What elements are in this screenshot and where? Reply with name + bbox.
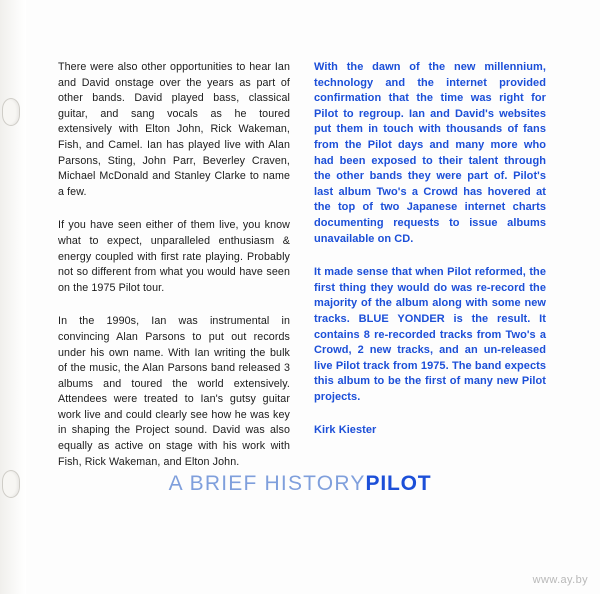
- page-title-brand: PILOT: [365, 472, 432, 495]
- left-text-column: [58, 60, 290, 470]
- body-columns: [58, 60, 546, 470]
- watermark: www.ay.by: [532, 574, 588, 586]
- page-edge-artifact: [0, 0, 26, 594]
- paragraph-highlight: With the dawn of the new millennium, technology and the internet provided confirmation that the time was right for Pilot to regroup. Ian and David's websites put them in touch with thousands of fans from the Pilot days and many more who had been exposed to their talent through the other bands they were part of. Pilot's last album Two's a Crowd has hovered at the top of two Japanese internet charts documenting requests to issue albums unavailable on CD.: [314, 61, 546, 245]
- binding-ring-icon: [2, 98, 20, 126]
- paragraph-highlight: It made sense that when Pilot reformed, the first thing they would do was re-record the majority of the album along with some new tracks. BLUE YONDER is the result. It contains 8 re-recorded tracks from Two's a Crowd, 2 new tracks, and an un-released live Pilot track from 1975. The band expects this album to be the first of many new Pilot projects.: [314, 266, 546, 403]
- right-text-column: [314, 60, 546, 470]
- page-title: [0, 472, 600, 496]
- paragraph: If you have seen either of them live, you know what to expect, unparalleled enthusiasm & energy coupled with first rate playing. Probably not so different from what you would have seen on the 1975 Pilot tour.: [58, 219, 290, 294]
- paragraph: In the 1990s, Ian was instrumental in convincing Alan Parsons to put out records under his own name. With Ian writing the bulk of the music, the Alan Parsons band released 3 albums and toured the world extensively. Attendees were treated to Ian's gutsy guitar work live and could clearly see how he was key in shaping the Project sound. David was also equally as active on stage with his work with Fish, Rick Wakeman, and Elton John.: [58, 315, 290, 468]
- page-title-prefix: A BRIEF HISTORY: [168, 472, 366, 495]
- author-signature: Kirk Kiester: [314, 424, 377, 437]
- paragraph: There were also other opportunities to hear Ian and David onstage over the years as part of other bands. David played bass, classical guitar, and sang vocals as he toured extensively with Elton John, Rick Wakeman, Fish, and Camel. Ian has played live with Alan Parsons, Sting, John Parr, Beverley Craven, Michael McDonald and Stanley Clarke to name a few.: [58, 61, 290, 198]
